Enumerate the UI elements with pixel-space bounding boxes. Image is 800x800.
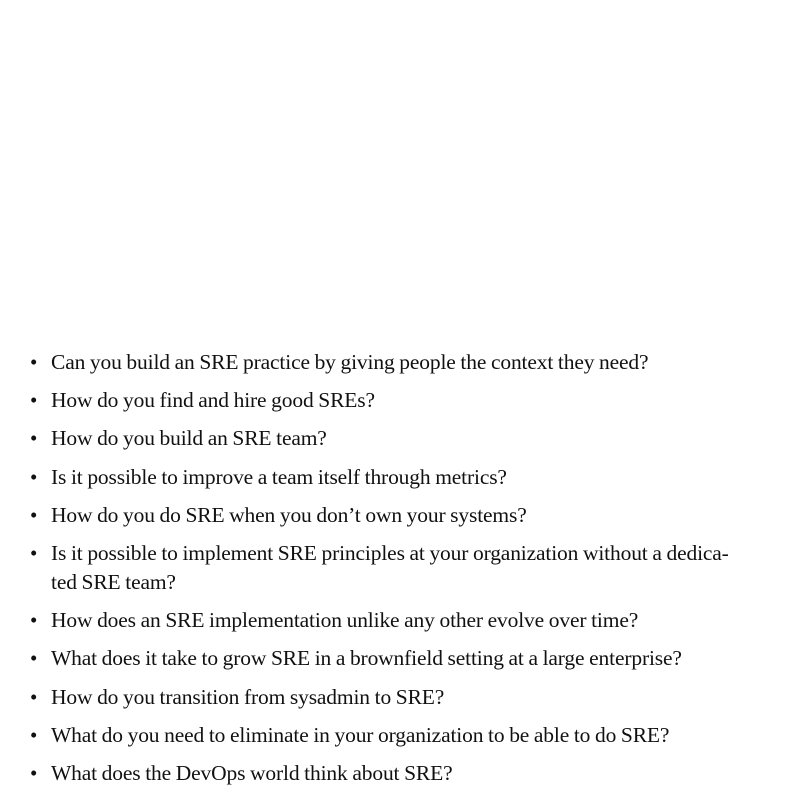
bullet-icon: • xyxy=(30,426,38,451)
list-item xyxy=(30,721,770,750)
list-item-text: How do you build an SRE team? xyxy=(51,426,327,451)
list-item-text: What does the DevOps world think about SRE? xyxy=(51,760,453,785)
list-item xyxy=(30,501,770,530)
list-item xyxy=(30,683,770,712)
list-item-text: How do you find and hire good SREs? xyxy=(51,388,375,413)
list-item-text-continued: ted SRE team? xyxy=(51,569,176,594)
bullet-icon: • xyxy=(30,684,38,709)
bullet-icon: • xyxy=(30,722,38,747)
list-item-text: How do you do SRE when you don’t own your systems? xyxy=(51,502,527,527)
list-item-text: How does an SRE implementation unlike any other evolve over time? xyxy=(51,608,639,633)
list-item xyxy=(30,348,770,377)
list-item xyxy=(30,539,770,597)
list-item-text: Can you build an SRE practice by giving people the context they need? xyxy=(51,350,649,374)
list-item-text: Is it possible to improve a team itself through metrics? xyxy=(51,464,507,489)
bullet-icon: • xyxy=(30,646,38,671)
bullet-icon: • xyxy=(30,608,38,633)
list-item-text: Is it possible to implement SRE principles at your organization without a dedica- xyxy=(51,540,729,565)
question-list xyxy=(30,348,770,797)
list-item-text: How do you transition from sysadmin to SRE? xyxy=(51,684,445,709)
bullet-icon: • xyxy=(30,502,38,527)
bullet-icon: • xyxy=(30,464,38,489)
list-item xyxy=(30,644,770,673)
list-item xyxy=(30,463,770,492)
list-item-text: What do you need to eliminate in your organization to be able to do SRE? xyxy=(51,722,670,747)
list-item xyxy=(30,424,770,453)
bullet-icon: • xyxy=(30,350,38,374)
list-item xyxy=(30,759,770,788)
cut-off-heading xyxy=(356,0,766,8)
bullet-icon: • xyxy=(30,760,38,785)
list-item-text: What does it take to grow SRE in a brownfield setting at a large enterprise? xyxy=(51,646,682,671)
list-item xyxy=(30,386,770,415)
bullet-icon: • xyxy=(30,540,38,565)
bullet-icon: • xyxy=(30,388,38,413)
list-item xyxy=(30,606,770,635)
